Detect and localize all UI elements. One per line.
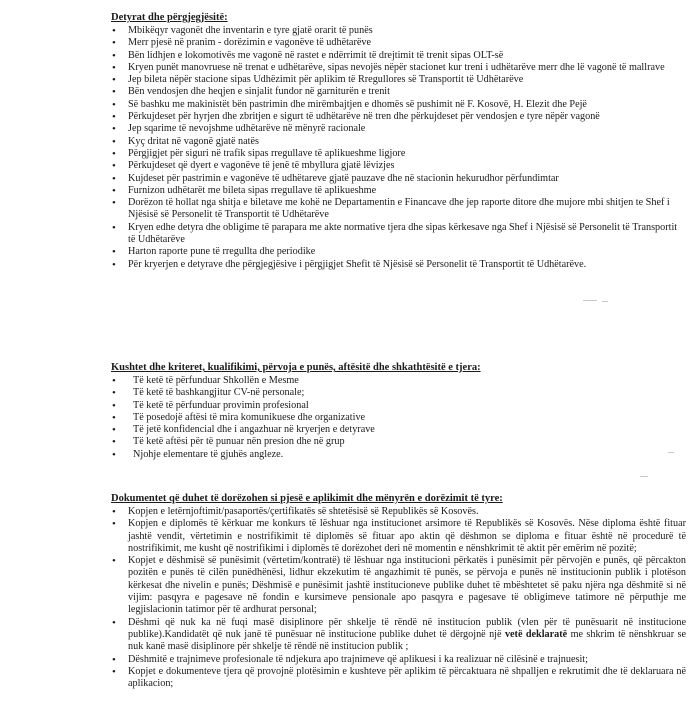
list-item: • Kujdeset për pastrimin e vagonëve të udhëtareve gjatë pauzave dhe në stacionin hekurudhor përfundimtar bbox=[111, 173, 686, 185]
list-item bbox=[111, 436, 686, 448]
list-item: • Kopjen e diplomës të kërkuar me konkurs të lëshuar nga institucionet arsimore të Republikës së Kosovës. Nëse diploma është fituar jashtë vendit, vërtetimin e nostrifikimit të diplomës së fituar apo aktin që dëshmon se diploma e fituar është në procedurë të nostrifikimit, me kusht që nostrifikimi i diplomës të dorëzohet deri në momentin e nënshkrimit të aktit për emërim në pozitë; bbox=[111, 518, 686, 555]
list-item: • Përkujdeset për hyrjen dhe zbritjen e sigurt të udhëtarëve në tren dhe përkujdeset për vendosjen e tyre nëpër vagonë bbox=[111, 111, 686, 123]
list-item-text: Të jetë konfidencial dhe i angazhuar në kryerjen e detyrave bbox=[133, 424, 375, 436]
duties-heading: Detyrat dhe përgjegjësitë: bbox=[111, 12, 228, 23]
requirements-heading: Kushtet dhe kriteret, kualifikimi, përvoja e punës, aftësitë dhe shkathtësitë e tjera: bbox=[111, 362, 481, 373]
list-item: • Bën lidhjen e lokomotivës me vagonë në rastet e ndërrimit të drejtimit të trenit sipas OLT-së bbox=[111, 50, 686, 62]
list-item: • Bën vendosjen dhe heqjen e sinjalit fundor në garniturën e trenit bbox=[111, 86, 686, 98]
list-item: • Furnizon udhëtarët me bileta sipas rregullave të aplikueshme bbox=[111, 185, 686, 197]
list-item: • Për kryerjen e detyrave dhe përgjegjësive i përgjigjet Shefit të Njësisë së Personelit të Transportit të Udhëtarëve. bbox=[111, 259, 686, 271]
list-item: • Kopjen e letërnjoftimit/pasaportës/çertifikatës së shtetësisë së Republikës së Kosovës. bbox=[111, 506, 686, 518]
documents-section bbox=[111, 492, 686, 690]
scan-artifact bbox=[668, 452, 674, 453]
list-item: • Kyç dritat në vagonë gjatë natës bbox=[111, 136, 686, 148]
list-item: • Kryen edhe detyra dhe obligime të parapara me akte normative tjera dhe sipas kërkesave nga Shef i Njësisë së Personelit të Transportit të Udhëtarëve bbox=[111, 222, 686, 247]
list-item-text: Të ketë të bashkangjitur CV-në personale; bbox=[133, 387, 305, 399]
list-item-text: Të posedojë aftësi të mira komunikuese dhe organizative bbox=[133, 411, 366, 423]
list-item bbox=[111, 387, 686, 399]
list-item: • Dorëzon të hollat nga shitja e biletave me kohë ne Departamentin e Financave dhe jep raporte ditore dhe mujore mbi shitjen te Shef i Njësisë së Personelit të Transportit të Udhëtarëve bbox=[111, 197, 686, 222]
documents-heading: Dokumentet që duhet të dorëzohen si pjesë e aplikimit dhe mënyrën e dorëzimit të tyre: bbox=[111, 493, 503, 504]
list-item: • Merr pjesë në pranim - dorëzimin e vagonëve të udhëtarëve bbox=[111, 37, 686, 49]
scan-artifact bbox=[602, 301, 608, 302]
list-item: • Përkujdeset që dyert e vagonëve të jenë të mbyllura gjatë lëvizjes bbox=[111, 160, 686, 172]
list-item-text: Njohje elementare të gjuhës angleze. bbox=[133, 448, 284, 460]
list-item-text: Të ketë aftësi për të punuar nën presion dhe në grup bbox=[133, 436, 345, 448]
scan-artifact bbox=[640, 476, 648, 477]
list-item bbox=[111, 375, 686, 387]
list-item: • Së bashku me makinistët bën pastrimin dhe mirëmbajtjen e dhomës së pushimit në F. Kosovë, H. Elezit dhe Pejë bbox=[111, 99, 686, 111]
documents-list bbox=[111, 506, 686, 690]
list-item: • Dëshmitë e trajnimeve profesionale të ndjekura apo trajnimeve që aplikuesi i ka realizuar në cilësinë e trajnuesit; bbox=[111, 654, 686, 666]
list-item: • Kopjet e dokumenteve tjera që provojnë plotësimin e kushteve për aplikim të përcaktuara në shpalljen e rekrutimit dhe të deklaruara në aplikacion; bbox=[111, 666, 686, 691]
scan-artifact bbox=[583, 300, 597, 301]
list-item: • Përgjigjet për siguri në trafik sipas rregullave të aplikueshme ligjore bbox=[111, 148, 686, 160]
duties-section bbox=[111, 11, 686, 271]
list-item: • Mbikëqyr vagonët dhe inventarin e tyre gjatë orarit të punës bbox=[111, 25, 686, 37]
emphasis-text: vetë deklaratë bbox=[504, 628, 568, 640]
list-item bbox=[111, 449, 686, 461]
list-item: • Jep bileta nëpër stacione sipas Udhëzimit për aplikim të Rregullores së Transportit të Udhëtarëve bbox=[111, 74, 686, 86]
list-item bbox=[111, 424, 686, 436]
duties-list bbox=[111, 25, 686, 271]
list-item-text: Të ketë të përfunduar provimin profesional bbox=[133, 399, 309, 411]
list-item: • Kopjet e dëshmisë së punësimit (vërtetim/kontratë) të lëshuar nga institucioni përkatës i punësimit për përvojën e punës, që përcakton pozitën e punës të cilën punëdhënësi, lidhur ekzekutim të angazhimit të punës, se përvoja e punës në institucionin publik i plotëson kërkesat dhe nivelin e punës; Dëshmisë e punësimit jashtë institucioneve publike duhet të mbështetet së paku njëra nga dëshmitë si në vijim: pasqyra e pagesave në fondin e kursimeve pensionale apo pasqyra e pagesave të obligimeve tatimore në përputhje me legjislacionin tatimor për të ardhurat personal; bbox=[111, 555, 686, 616]
list-item: • Harton raporte pune të rregullta dhe periodike bbox=[111, 246, 686, 258]
list-item: • Jep sqarime të nevojshme udhëtarëve në mënyrë racionale bbox=[111, 123, 686, 135]
list-item: • Kryen punët manovruese në trenat e udhëtarëve, sipas nevojës nëpër stacionet kur treni i udhëtarëve merr dhe lë vagonë të mallrave bbox=[111, 62, 686, 74]
list-item bbox=[111, 412, 686, 424]
list-item: • Dëshmi që nuk ka në fuqi masë disiplinore për shkelje të rëndë në institucion publik (vlen për të punësuarit në institucione publike).Kandidatët që nuk janë të punësuar në institucione publike duhet të dërgojnë një vetë deklaratë me shkrim të nënshkruar se nuk kanë masë disiplinore për shkelje të rëndë në institucion publik ; bbox=[111, 617, 686, 654]
list-item bbox=[111, 400, 686, 412]
requirements-list bbox=[111, 375, 686, 461]
list-item-text: Të ketë të përfunduar Shkollën e Mesme bbox=[133, 375, 299, 386]
requirements-section bbox=[111, 361, 686, 461]
